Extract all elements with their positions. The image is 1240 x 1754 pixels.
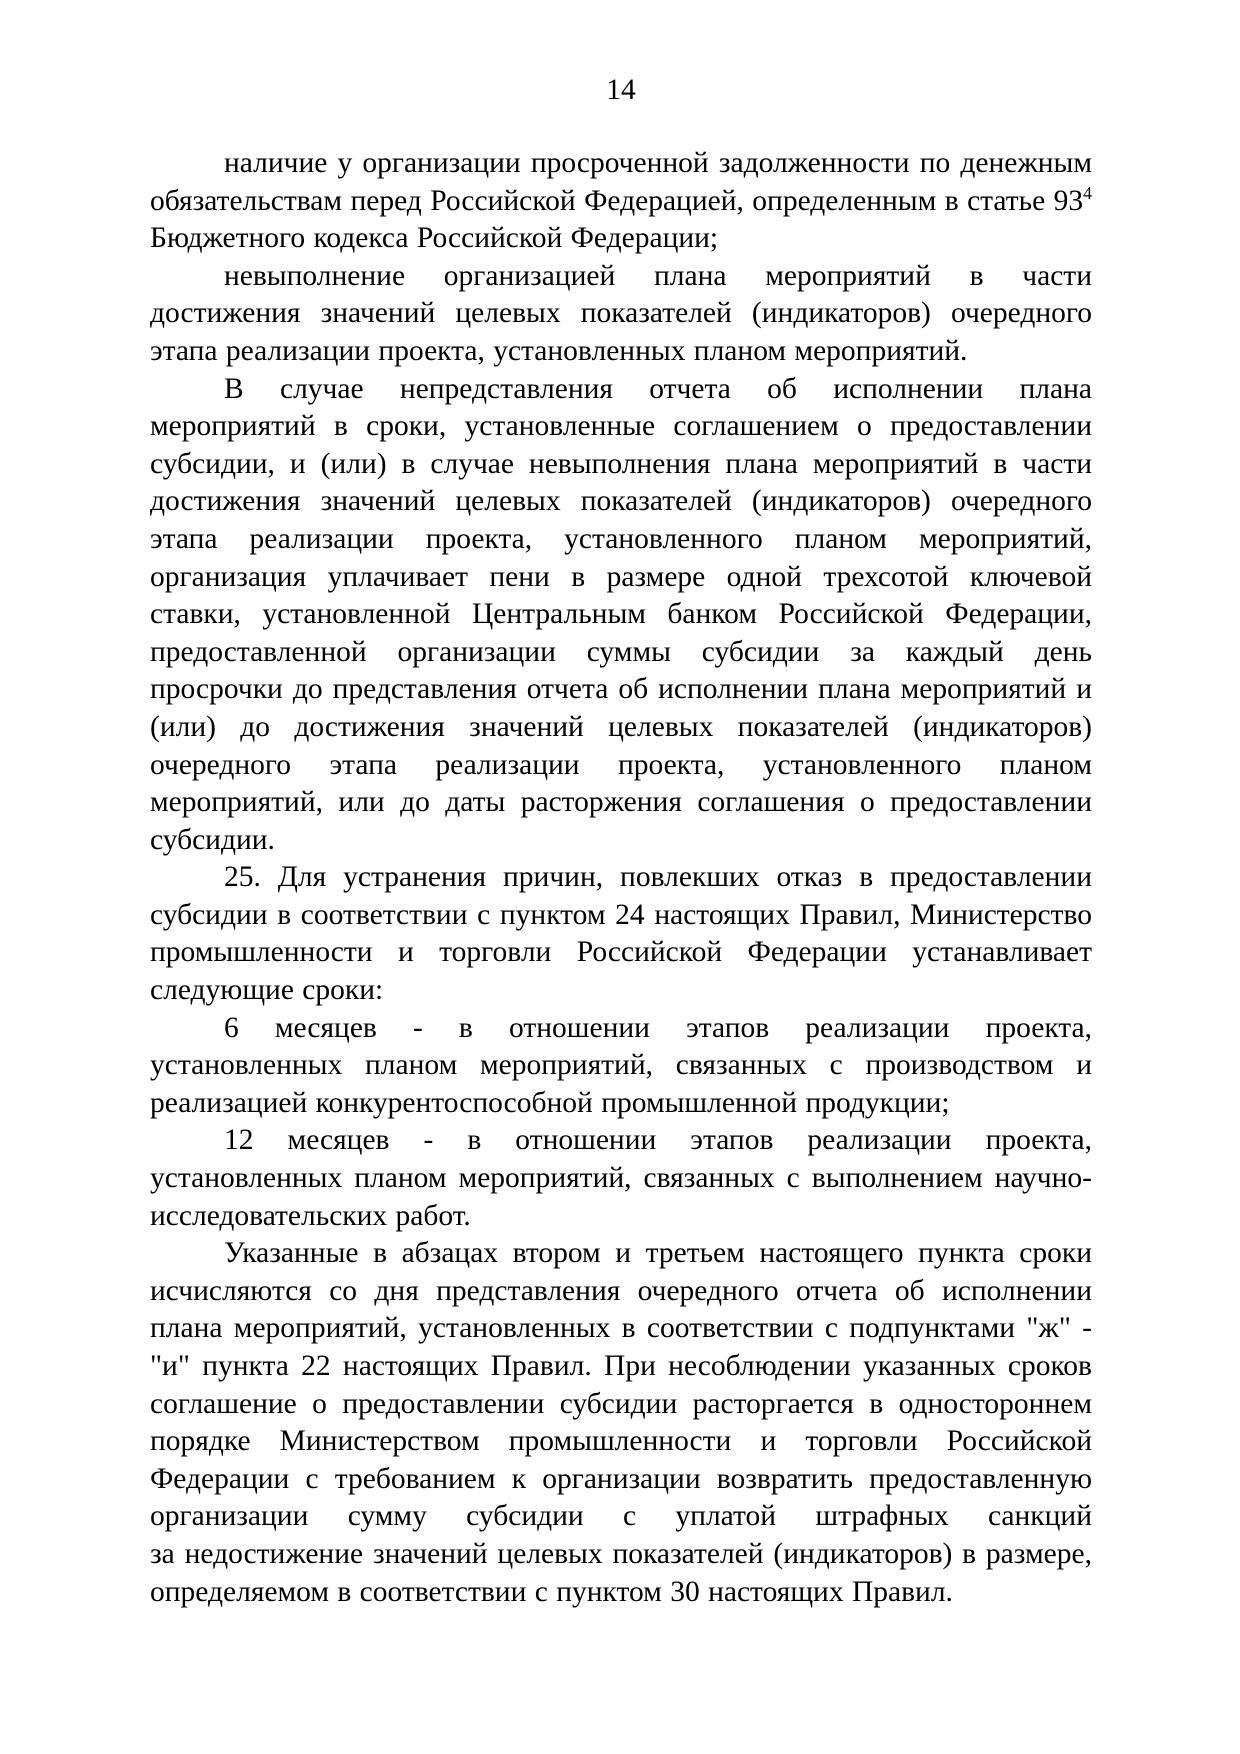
text-run: наличие у организации просроченной задолженности по денежным обязательствам перед Российской Федерацией, определенным в статье 93 xyxy=(150,147,1092,217)
text-run: 6 месяцев - в отношении этапов реализации проекта, установленных планом мероприятий, связанных с производством и реализацией конкурентоспособной промышленной продукции; xyxy=(150,1011,1092,1119)
paragraph xyxy=(150,145,1092,258)
superscript-text: 4 xyxy=(1083,182,1092,203)
paragraph xyxy=(150,1010,1092,1123)
text-run: 12 месяцев - в отношении этапов реализации проекта, установленных планом мероприятий, связанных с выполнением научно-исследовательских работ. xyxy=(150,1124,1092,1232)
text-run: Бюджетного кодекса Российской Федерации; xyxy=(150,222,719,255)
text-run: невыполнение организацией плана мероприятий в части достижения значений целевых показателей (индикаторов) очередного этапа реализации проекта, установленных планом мероприятий. xyxy=(150,259,1092,367)
text-run: В случае непредставления отчета об исполнении плана мероприятий в сроки, установленные соглашением о предоставлении субсидии, и (или) в случае невыполнения плана мероприятий в части достижения значений целевых показателей (индикаторов) очередного этапа реализации проекта, установленного планом мероприятий, организация уплачивает пени в размере одной трехсотой ключевой ставки, установленной Центральным банком Российской Федерации, предоставленной организации суммы субсидии за каждый день просрочки до представления отчета об исполнении плана мероприятий и (или) до достижения значений целевых показателей (индикаторов) очередного этапа реализации проекта, установленного планом мероприятий, или до даты расторжения соглашения о предоставлении субсидии. xyxy=(150,372,1092,856)
text-run: 25. Для устранения причин, повлекших отказ в предоставлении субсидии в соответствии с пунктом 24 настоящих Правил, Министерство промышленности и торговли Российской Федерации устанавливает следующие сроки: xyxy=(150,861,1092,1007)
document-body xyxy=(150,145,1092,1611)
paragraph xyxy=(150,1122,1092,1235)
paragraph xyxy=(150,1235,1092,1611)
page-number: 14 xyxy=(606,74,636,106)
paragraph xyxy=(150,258,1092,371)
paragraph xyxy=(150,859,1092,1009)
paragraph xyxy=(150,371,1092,860)
text-run: Указанные в абзацах втором и третьем настоящего пункта сроки исчисляются со дня представления очередного отчета об исполнении плана мероприятий, установленных в соответствии с подпунктами "ж" - "и" пункта 22 настоящих Правил. При несоблюдении указанных сроков соглашение о предоставлении субсидии расторгается в одностороннем порядке Министерством промышленности и торговли Российской Федерации с требованием к организации возвратить предоставленную организации сумму субсидии с уплатой штрафных санкций за недостижение значений целевых показателей (индикаторов) в размере, определяемом в соответствии с пунктом 30 настоящих Правил. xyxy=(150,1237,1092,1608)
